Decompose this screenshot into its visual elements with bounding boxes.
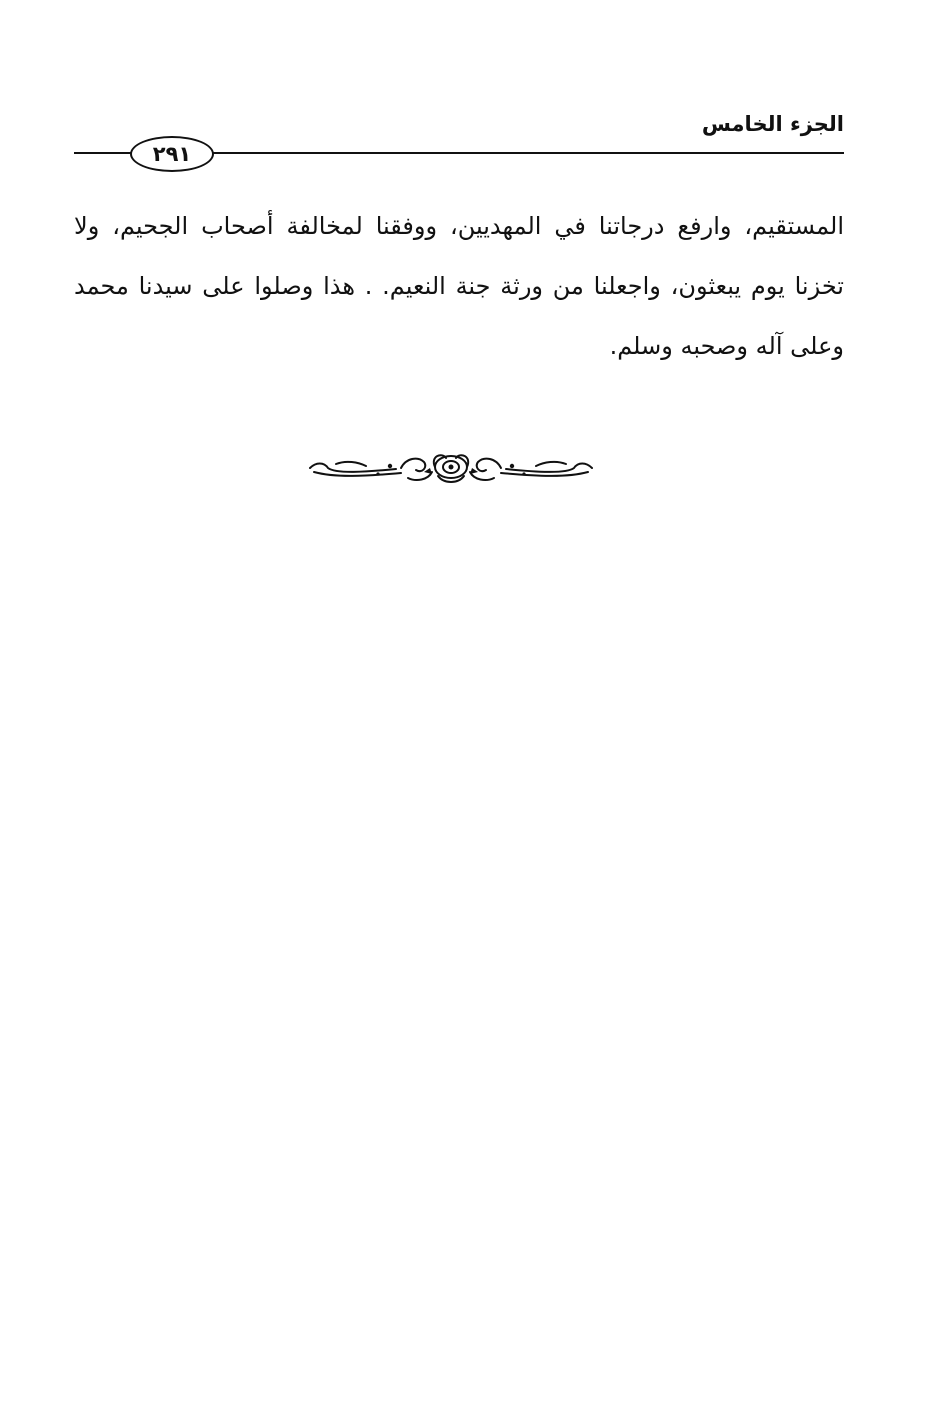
page-number: ٢٩١: [152, 141, 192, 166]
page-number-oval: [130, 136, 214, 172]
running-head-title: الجزء الخامس: [701, 112, 844, 136]
body-line: المستقيم، وارفع درجاتنا في المهديين، ووفقنا لمخالفة أصحاب الجحيم، ولا: [74, 212, 844, 240]
body-text: [74, 196, 844, 376]
floral-divider-icon: [306, 448, 596, 488]
body-line: وعلى آله وصحبه وسلم.: [609, 332, 844, 360]
body-line: تخزنا يوم يبعثون، واجعلنا من ورثة جنة النعيم. . هذا وصلوا على سيدنا محمد: [74, 272, 844, 300]
